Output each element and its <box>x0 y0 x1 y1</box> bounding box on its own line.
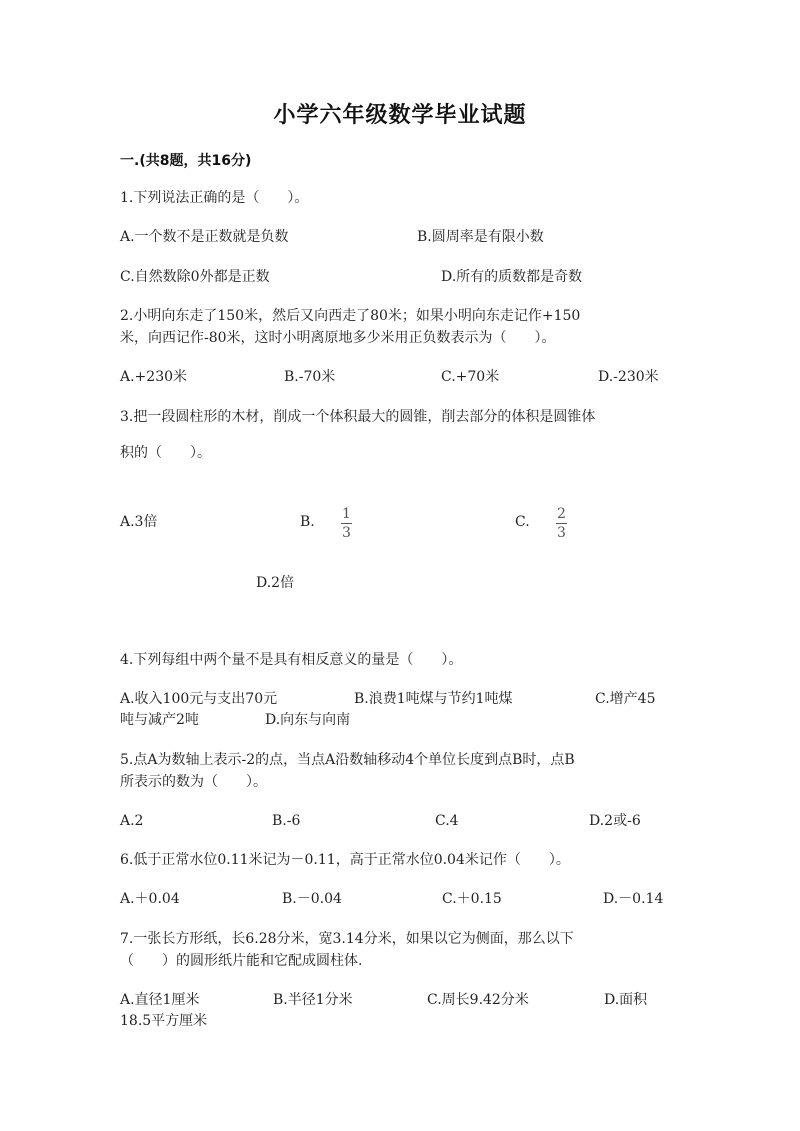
question-7-option-c: C.周长9.42分米 <box>427 992 529 1008</box>
question-3-option-a: A.3倍 <box>120 514 158 530</box>
question-5-stem-line1: 5.点A为数轴上表示-2的点，当点A沿数轴移动4个单位长度到点B时，点B <box>120 752 575 768</box>
question-3-stem-line1: 3.把一段圆柱形的木材，削成一个体积最大的圆锥，削去部分的体积是圆锥体 <box>120 409 596 425</box>
question-2-option-c: C.+70米 <box>441 369 500 385</box>
question-4-option-a: A.收入100元与支出70元 <box>120 691 278 707</box>
question-4-stem: 4.下列每组中两个量不是具有相反意义的量是（ ）。 <box>120 652 463 668</box>
question-7-stem-line2: （ ）的圆形纸片能和它配成圆柱体. <box>120 953 363 969</box>
fraction-denominator: 3 <box>557 525 566 541</box>
question-7-option-d: D.面积 <box>604 992 648 1008</box>
question-3-stem-line2: 积的（ ）。 <box>120 445 211 461</box>
question-5-option-c: C.4 <box>435 813 459 829</box>
question-1-stem: 1.下列说法正确的是（ ）。 <box>120 190 309 206</box>
fraction-numerator: 1 <box>342 506 351 522</box>
question-1-option-a: A.一个数不是正数就是负数 <box>120 229 289 245</box>
question-6-option-d: D.－0.14 <box>603 891 664 907</box>
question-1-option-b: B.圆周率是有限小数 <box>417 229 544 245</box>
question-4-option-d: D.向东与向南 <box>265 712 351 728</box>
question-3-option-c-label: C. <box>515 514 530 530</box>
question-6-option-c: C.＋0.15 <box>442 891 502 907</box>
fraction-denominator: 3 <box>342 525 351 541</box>
fraction-bar <box>556 523 567 524</box>
question-5-option-a: A.2 <box>120 813 144 829</box>
question-3-option-b-label: B. <box>300 514 315 530</box>
question-7-stem-line1: 7.一张长方形纸，长6.28分米，宽3.14分米，如果以它为侧面，那么以下 <box>120 931 574 947</box>
question-6-option-a: A.＋0.04 <box>120 891 180 907</box>
question-4-option-c-continued: 吨与减产2吨 <box>120 712 199 728</box>
question-2-stem-line2: 米，向西记作-80米，这时小明离原地多少米用正负数表示为（ ）。 <box>120 330 556 346</box>
fraction-numerator: 2 <box>557 506 566 522</box>
question-2-option-b: B.-70米 <box>284 369 336 385</box>
question-2-option-a: A.+230米 <box>120 369 188 385</box>
question-5-stem-line2: 所表示的数为（ ）。 <box>120 774 267 790</box>
question-1-option-c: C.自然数除0外都是正数 <box>120 269 270 285</box>
question-1-option-d: D.所有的质数都是奇数 <box>441 269 583 285</box>
question-3-option-d: D.2倍 <box>256 575 295 591</box>
question-6-option-b: B.－0.04 <box>282 891 342 907</box>
question-4-option-b: B.浪费1吨煤与节约1吨煤 <box>354 691 513 707</box>
question-3-option-b-fraction <box>341 506 352 541</box>
fraction-bar <box>341 523 352 524</box>
question-5-option-b: B.-6 <box>272 813 301 829</box>
section-heading: 一.(共8题，共16分) <box>120 153 252 169</box>
question-7-option-a: A.直径1厘米 <box>120 992 200 1008</box>
question-7-option-b: B.半径1分米 <box>273 992 353 1008</box>
page-title: 小学六年级数学毕业试题 <box>273 103 527 128</box>
question-2-stem-line1: 2.小明向东走了150米，然后又向西走了80米；如果小明向东走记作+150 <box>120 308 581 324</box>
question-6-stem: 6.低于正常水位0.11米记为－0.11，高于正常水位0.04米记作（ ）。 <box>120 852 570 868</box>
question-2-option-d: D.-230米 <box>598 369 659 385</box>
question-3-option-c-fraction <box>556 506 567 541</box>
question-4-option-c: C.增产45 <box>595 691 656 707</box>
question-7-option-d-continued: 18.5平方厘米 <box>120 1013 208 1029</box>
question-5-option-d: D.2或-6 <box>589 813 641 829</box>
